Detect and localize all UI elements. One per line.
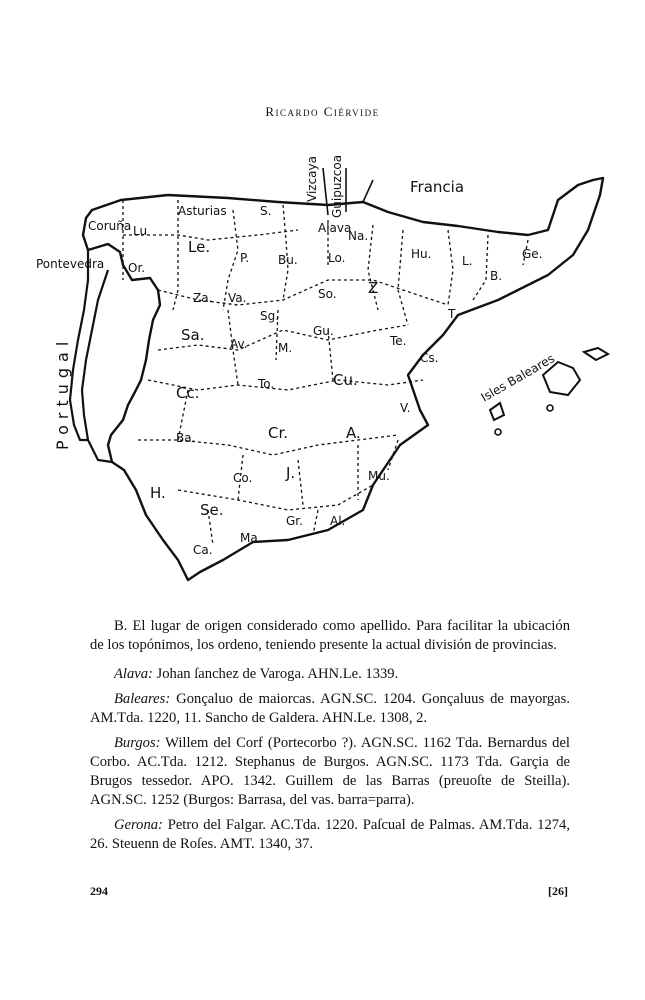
formentera-island bbox=[495, 429, 501, 435]
label-avila: Av. bbox=[230, 337, 248, 351]
france-border-line bbox=[363, 180, 373, 202]
label-jaen: J. bbox=[286, 464, 296, 482]
entry-place: Gerona: bbox=[114, 817, 163, 833]
entry-text: Gonçaluo de maiorcas. AGN.SC. 1204. Gonçaluus de mayorgas. AM.Tda. 1220, 11. Sancho de Galdera. AHN.Le. 1308, 2. bbox=[90, 691, 570, 726]
entry-paragraph bbox=[90, 816, 570, 854]
label-caceres: Cc. bbox=[176, 384, 200, 402]
label-lerida: L. bbox=[462, 254, 473, 268]
label-alicante: A. bbox=[346, 424, 361, 442]
label-murcia: Mu. bbox=[368, 469, 390, 483]
label-zamora: Za. bbox=[193, 291, 213, 305]
label-granada: Gr. bbox=[286, 514, 303, 528]
vizcaya-line bbox=[323, 168, 328, 215]
label-sevilla: Se. bbox=[200, 501, 224, 519]
label-castellon: Cs. bbox=[420, 351, 439, 365]
label-logrono: Lo. bbox=[328, 251, 346, 265]
label-soria: So. bbox=[318, 287, 337, 301]
label-huesca: Hu. bbox=[411, 247, 432, 261]
label-madrid: M. bbox=[278, 341, 293, 355]
label-burgos: Bu. bbox=[278, 253, 298, 267]
ibiza-island bbox=[490, 403, 504, 420]
body-text bbox=[90, 617, 570, 860]
page-number: 294 bbox=[90, 884, 108, 898]
label-coruna: Coruña bbox=[88, 219, 132, 233]
label-almeria: Al. bbox=[330, 514, 346, 528]
intro-paragraph: B. El lugar de origen considerado como apellido. Para facilitar la ubicación de los topónimos, los ordeno, teniendo presente la actual división de provincias. bbox=[90, 618, 570, 653]
entry-text: Petro del Falgar. AC.Tda. 1220. Paſcual de Palmas. AM.Tda. 1274, 26. Steuenn de Roſes. AMT. 1340, 37. bbox=[90, 817, 570, 852]
label-guipuzcoa: Guipuzcoa bbox=[330, 154, 344, 218]
portugal-coast bbox=[70, 250, 88, 440]
entry-place: Burgos: bbox=[114, 735, 161, 751]
entry-text: Willem del Corf (Portecorbo ?). AGN.SC. 1162 Tda. Bernardus del Corbo. AC.Tda. 1212. Stephanus de Burgos. AGN.SC. 1173 Tda. Garçia de Brugos tessedor. APO. 1342. Guillem de las Barras (preuoſte de Steilla). AGN.SC. 1252 (Burgos: Barrasa, del vas. barra=parra). bbox=[90, 735, 570, 808]
label-asturias: Asturias bbox=[178, 204, 227, 218]
label-badajoz: Ba. bbox=[176, 431, 196, 445]
label-zaragoza: Z bbox=[368, 279, 379, 297]
running-header: Ricardo Ciérvide bbox=[265, 104, 380, 119]
entry-paragraph bbox=[90, 665, 570, 684]
label-teruel: Te. bbox=[390, 334, 407, 348]
label-salamanca: Sa. bbox=[181, 326, 205, 344]
cabrera-island bbox=[547, 405, 553, 411]
label-guadalajara: Gu. bbox=[313, 324, 334, 338]
label-leon: Le. bbox=[188, 238, 211, 256]
label-valladolid: Va. bbox=[228, 291, 247, 305]
label-toledo: To. bbox=[258, 377, 275, 391]
province-boundaries bbox=[123, 200, 528, 545]
label-portugal: Portugal bbox=[53, 335, 72, 450]
entry-place: Alava: bbox=[114, 666, 153, 682]
entry-place: Baleares: bbox=[114, 691, 171, 707]
page-reference: [26] bbox=[548, 884, 568, 898]
label-navarra: Na. bbox=[348, 229, 369, 243]
label-orense: Or. bbox=[128, 261, 146, 275]
label-pontevedra: Pontevedra bbox=[36, 257, 105, 271]
spain-provinces-map bbox=[28, 140, 618, 590]
label-cordoba: Co. bbox=[233, 471, 253, 485]
label-barcelona: B. bbox=[490, 269, 503, 283]
menorca-island bbox=[584, 348, 608, 360]
entry-paragraph bbox=[90, 690, 570, 728]
label-palencia: P. bbox=[240, 251, 250, 265]
label-isles-baleares: Isles Baleares bbox=[478, 351, 557, 405]
label-vizcaya: Vizcaya bbox=[305, 156, 319, 202]
label-ciudad-real: Cr. bbox=[268, 424, 289, 442]
entry-paragraph bbox=[90, 734, 570, 810]
label-cadiz: Ca. bbox=[193, 543, 213, 557]
label-valencia: V. bbox=[400, 401, 411, 415]
label-lugo: Lu bbox=[133, 224, 148, 238]
label-gerona: Ge. bbox=[522, 247, 543, 261]
label-huelva: H. bbox=[150, 484, 166, 502]
label-tarragona: T bbox=[448, 307, 456, 321]
label-segovia: Sg. bbox=[260, 309, 280, 323]
label-malaga: Ma. bbox=[240, 531, 262, 545]
entry-text: Johan ſanchez de Varoga. AHN.Le. 1339. bbox=[152, 666, 399, 682]
label-santander: S. bbox=[260, 204, 272, 218]
label-francia: Francia bbox=[410, 178, 465, 196]
label-alava: Alava bbox=[318, 221, 352, 235]
label-cuenca: Cu. bbox=[333, 371, 358, 389]
map-svg bbox=[28, 140, 618, 590]
